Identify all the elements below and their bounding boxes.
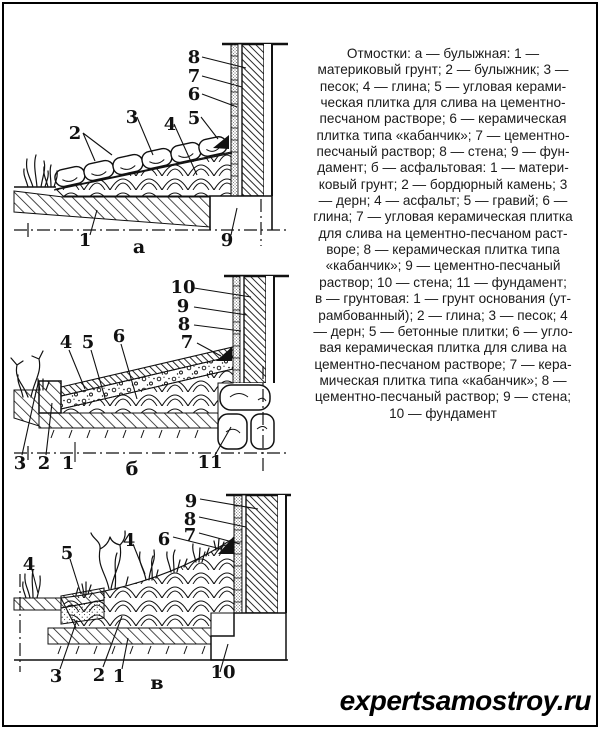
caption-line: глина; 7 — угловая керамическая плитка xyxy=(313,209,573,225)
pavement-layers xyxy=(14,347,233,438)
wall-hatch xyxy=(242,44,264,196)
stepped-foundation xyxy=(211,613,286,660)
caption-line: ческая плитка для слива на цементно- xyxy=(320,95,566,111)
caption-line: — дерн; 5 — бетонные плитки; 6 — угло- xyxy=(313,323,573,339)
caption-line: материковый грунт; 2 — булыжник; 3 — xyxy=(317,62,569,78)
caption-line: песок; 4 — глина; 5 — угловая керами- xyxy=(319,78,567,94)
caption-line: песчаный раствор; 8 — стена; 9 — фун- xyxy=(316,144,570,160)
callout-clay: 6 xyxy=(112,326,126,347)
diagram-b-letter: б xyxy=(125,458,139,480)
caption-line: рамбованный); 2 — глина; 3 — песок; 4 xyxy=(318,307,568,323)
callout-corner-tile: 5 xyxy=(187,108,201,129)
callout-mortar: 9 xyxy=(176,296,190,317)
figure-caption xyxy=(297,46,589,422)
callout-gravel: 5 xyxy=(81,332,95,353)
caption-line: воре; 8 — керамическая плитка типа xyxy=(326,242,560,258)
caption-line: «кабанчик»; 9 — цементно-песчаный xyxy=(325,258,561,274)
callout-turf-top: 4 xyxy=(122,530,136,551)
callout-turf-left: 4 xyxy=(22,554,36,575)
callout-slabs: 5 xyxy=(60,543,74,564)
callout-subsoil: 1 xyxy=(61,453,75,474)
callout-tile: 8 xyxy=(177,314,191,335)
callout-clay: 2 xyxy=(92,665,106,686)
callout-wall: 9 xyxy=(184,491,198,512)
ceramic-tile-strip xyxy=(233,276,240,383)
callout-tile: 6 xyxy=(187,84,201,105)
callout-base-soil: 1 xyxy=(112,666,126,687)
caption-line: цементно-песчаный раствор; 9 — стена; xyxy=(314,389,572,405)
caption-line: — дерн; 4 — асфальт; 5 — гравий; 6 — xyxy=(318,193,568,209)
diagram-a-letter: а xyxy=(132,236,146,258)
caption-line: ковый грунт; 2 — бордюрный камень; 3 xyxy=(318,176,568,192)
callout-wall: 10 xyxy=(170,277,196,298)
caption-line: для слива на цементно-песчаном раст- xyxy=(318,225,568,241)
caption-line: цементно-песчаном растворе; 7 — кера- xyxy=(314,356,572,372)
caption-line: плитка типа «кабанчик»; 7 — цементно- xyxy=(316,127,570,143)
diagram-b-asphalt-section xyxy=(6,266,296,491)
callout-wall: 8 xyxy=(187,47,201,68)
callout-foundation: 11 xyxy=(197,452,223,473)
callout-cobbles: 2 xyxy=(68,123,82,144)
site-watermark: expertsamostroy.ru xyxy=(339,685,591,716)
callout-mortar: 7 xyxy=(187,66,201,87)
callout-asphalt: 4 xyxy=(59,332,73,353)
callout-tile: 7 xyxy=(183,525,197,546)
diagram-v-letter: в xyxy=(150,672,164,694)
callout-subsoil: 1 xyxy=(78,230,92,251)
callout-sand: 3 xyxy=(49,666,63,687)
caption-line: вая керамическая плитка для слива на xyxy=(319,340,567,356)
callout-corner-tile: 6 xyxy=(157,529,171,550)
callout-turf: 3 xyxy=(13,453,27,474)
callout-mortar: 8 xyxy=(183,509,197,530)
caption-line: мическая плитка типа «кабанчик»; 8 — xyxy=(319,372,567,388)
caption-line: дамент; б — асфальтовая: 1 — матери- xyxy=(317,160,569,176)
callout-foundation: 10 xyxy=(210,662,236,683)
rubble-foundation xyxy=(216,383,276,451)
wall-assembly xyxy=(224,276,289,383)
callout-corner-tile: 7 xyxy=(180,332,194,353)
callout-clay: 4 xyxy=(163,114,177,135)
subsoil-hatch xyxy=(39,413,218,428)
grass xyxy=(24,155,57,187)
diagram-a-cobblestone-section xyxy=(6,36,296,261)
callout-sand: 3 xyxy=(125,107,139,128)
callout-curb: 2 xyxy=(37,453,51,474)
caption-line: 10 — фундамент xyxy=(389,405,497,421)
subsoil-hatch xyxy=(48,628,211,644)
foundation-block xyxy=(210,196,272,230)
curb-stone xyxy=(39,381,61,413)
pavement-layers xyxy=(14,536,234,654)
caption-line: раствор; 10 — стена; 11 — фундамент; xyxy=(319,274,567,290)
callout-foundation: 9 xyxy=(220,230,234,251)
diagram-v-soil-section xyxy=(6,486,296,721)
wall-hatch xyxy=(246,495,278,613)
caption-line: Отмостки: а — булыжная: 1 — xyxy=(346,46,540,61)
turf-edge xyxy=(14,598,61,610)
wall-assembly xyxy=(226,495,291,613)
wall-assembly xyxy=(222,44,288,196)
caption-line: песчаном растворе; 6 — керамическая xyxy=(319,111,567,127)
caption-line: в — грунтовая: 1 — грунт основания (ут- xyxy=(315,291,571,307)
ceramic-tile-strip xyxy=(231,44,238,196)
